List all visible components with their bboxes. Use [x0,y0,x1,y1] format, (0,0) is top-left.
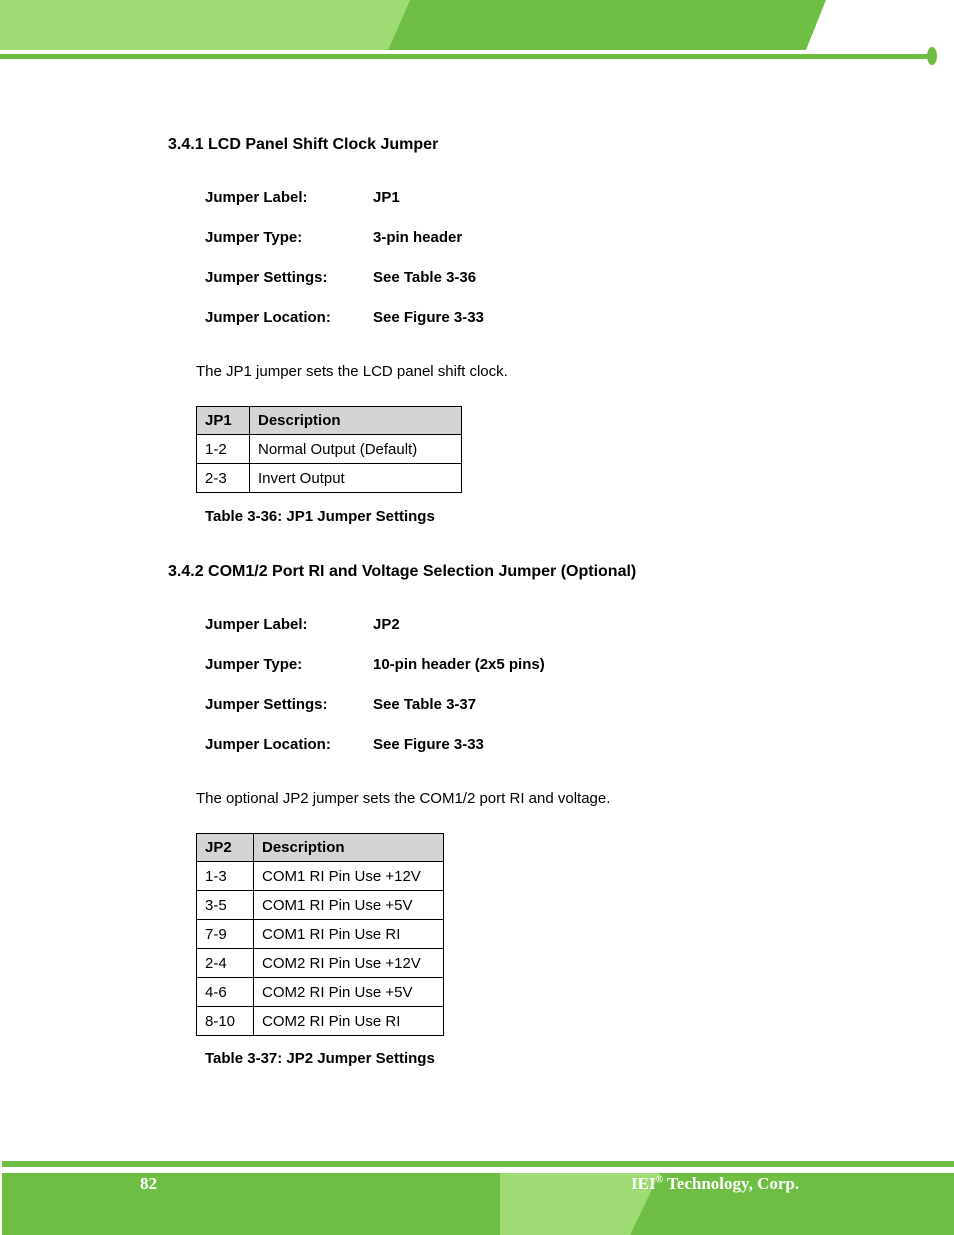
section-title-lcd-shift-clock: 3.4.1 LCD Panel Shift Clock Jumper [168,136,439,153]
table-caption-3-37: Table 3-37: JP2 Jumper Settings [205,1050,435,1067]
table-row [197,862,444,891]
table-row [197,920,444,949]
table-cell: COM1 RI Pin Use RI [254,920,444,949]
table-cell: 1-2 [197,435,250,464]
table-caption-3-36: Table 3-36: JP1 Jumper Settings [205,508,435,525]
field-label: Jumper Location: [205,736,331,753]
field-value: See Table 3-36 [373,269,477,286]
section1-paragraph: The JP1 jumper sets the LCD panel shift clock. [196,363,508,380]
jp1-settings-table [196,406,462,493]
table-cell: 8-10 [197,1007,254,1036]
field-value: 3-pin header [373,229,463,246]
field-label: Jumper Type: [205,229,303,246]
field-label: Jumper Type: [205,656,303,673]
table-header-cell: JP2 [197,834,254,862]
table-header-cell: Description [250,407,462,435]
table-header-row [197,407,462,435]
table-cell: Normal Output (Default) [250,435,462,464]
table-header-cell: JP1 [197,407,250,435]
field-value: JP2 [373,616,400,633]
field-label: Jumper Settings: [205,269,328,286]
field-label: Jumper Location: [205,309,331,326]
field-label: Jumper Label: [205,189,308,206]
table-cell: COM2 RI Pin Use +5V [254,978,444,1007]
table-cell: Invert Output [250,464,462,493]
table-cell: 4-6 [197,978,254,1007]
brand-prefix: IEI [631,1174,656,1193]
table-row [197,891,444,920]
section-title-com-ri-voltage: 3.4.2 COM1/2 Port RI and Voltage Selection Jumper (Optional) [168,563,637,580]
footer-banner [0,1155,954,1235]
footer-company-name [631,1174,799,1194]
table-cell: COM1 RI Pin Use +12V [254,862,444,891]
table-header-row [197,834,444,862]
table-cell: 2-3 [197,464,250,493]
table-row [197,435,462,464]
table-row [197,1007,444,1036]
registered-mark: ® [655,1174,664,1186]
field-value: See Figure 3-33 [373,309,484,326]
table-cell: COM2 RI Pin Use RI [254,1007,444,1036]
table-row [197,949,444,978]
field-value: 10-pin header (2x5 pins) [373,656,545,673]
header-banner [0,0,954,70]
table-cell: 2-4 [197,949,254,978]
section2-paragraph: The optional JP2 jumper sets the COM1/2 port RI and voltage. [196,790,611,807]
table-cell: 3-5 [197,891,254,920]
brand-suffix: Technology, Corp. [663,1174,800,1193]
field-value: JP1 [373,189,400,206]
field-value: See Table 3-37 [373,696,477,713]
table-cell: 7-9 [197,920,254,949]
table-cell: 1-3 [197,862,254,891]
jp2-settings-table [196,833,444,1036]
table-row [197,978,444,1007]
table-cell: COM2 RI Pin Use +12V [254,949,444,978]
field-label: Jumper Settings: [205,696,328,713]
table-cell: COM1 RI Pin Use +5V [254,891,444,920]
page-number: 82 [140,1174,157,1193]
field-label: Jumper Label: [205,616,308,633]
table-header-cell: Description [254,834,444,862]
field-value: See Figure 3-33 [373,736,484,753]
table-row [197,464,462,493]
